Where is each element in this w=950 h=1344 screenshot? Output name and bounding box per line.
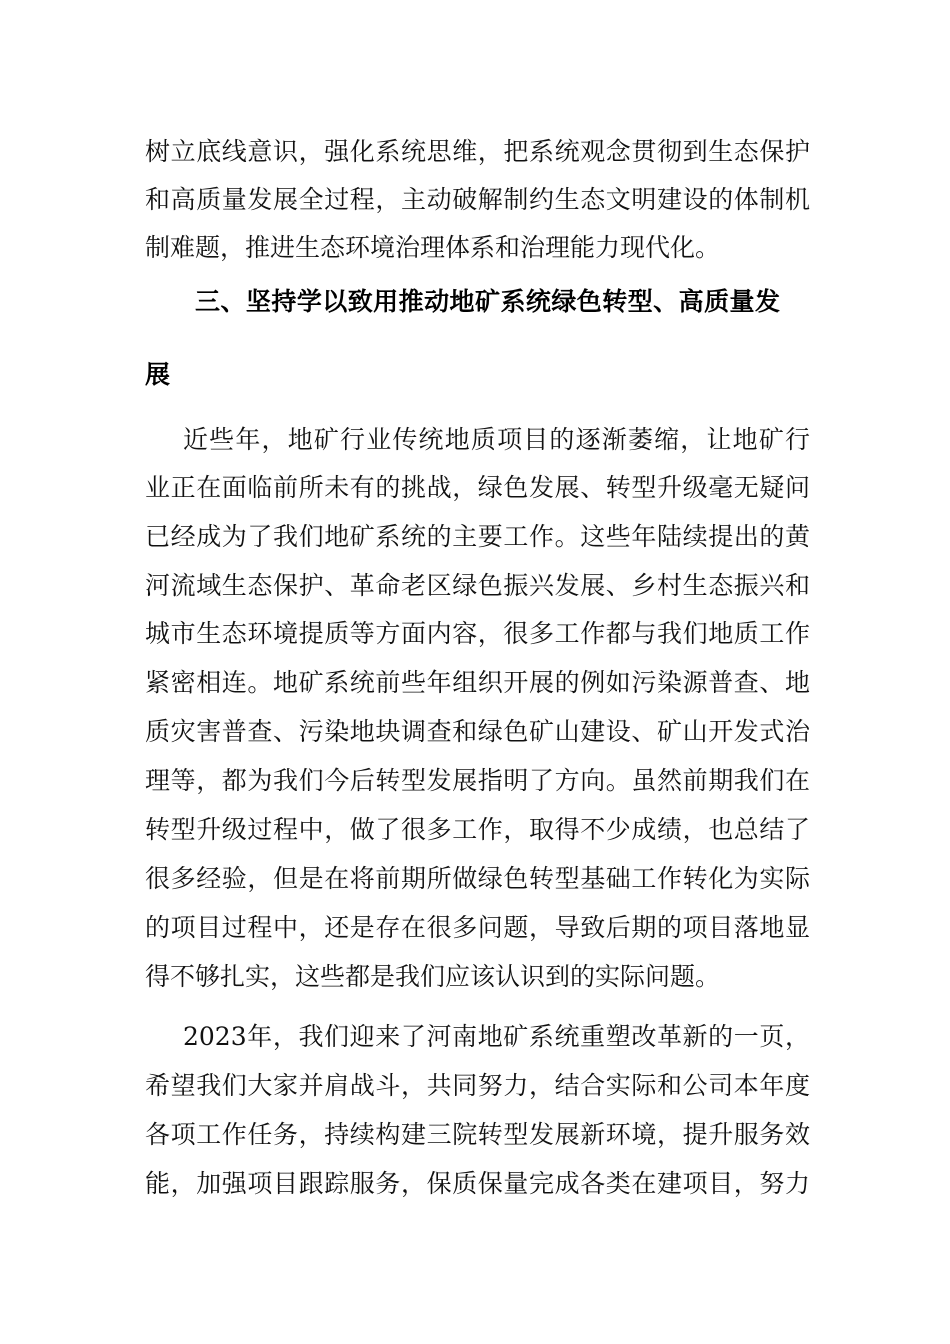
paragraph-1-line-3: 制难题，推进生态环境治理体系和治理能力现代化。 [145,233,721,262]
paragraph-2-line-5: 城市生态环境提质等方面内容，很多工作都与我们地质工作 [145,619,810,648]
paragraph-3-line-2: 希望我们大家并肩战斗，共同努力，结合实际和公司本年度 [145,1071,810,1100]
paragraph-2-line-1: 近些年，地矿行业传统地质项目的逐渐萎缩，让地矿行 [183,425,810,454]
section-heading-line-1: 三、坚持学以致用推动地矿系统绿色转型、高质量发 [195,287,780,316]
paragraph-1-line-2: 和高质量发展全过程，主动破解制约生态文明建设的体制机 [145,185,810,214]
paragraph-2-line-3: 已经成为了我们地矿系统的主要工作。这些年陆续提出的黄 [145,522,810,551]
paragraph-2-line-10: 很多经验，但是在将前期所做绿色转型基础工作转化为实际 [145,864,810,893]
paragraph-2-line-8: 理等，都为我们今后转型发展指明了方向。虽然前期我们在 [145,766,810,795]
paragraph-3-line-1: 2023年，我们迎来了河南地矿系统重塑改革新的一页， [183,1022,810,1051]
paragraph-3-line-4: 能，加强项目跟踪服务，保质保量完成各类在建项目，努力 [145,1169,810,1198]
paragraph-2-line-2: 业正在面临前所未有的挑战，绿色发展、转型升级毫无疑问 [145,473,810,502]
paragraph-2-line-9: 转型升级过程中，做了很多工作，取得不少成绩，也总结了 [145,815,810,844]
paragraph-1-line-1: 树立底线意识，强化系统思维，把系统观念贯彻到生态保护 [145,137,810,166]
paragraph-2-line-4: 河流域生态保护、革命老区绿色振兴发展、乡村生态振兴和 [145,571,810,600]
section-heading-line-2: 展 [145,360,171,389]
paragraph-3-line-3: 各项工作任务，持续构建三院转型发展新环境，提升服务效 [145,1120,810,1149]
paragraph-2-line-11: 的项目过程中，还是存在很多问题，导致后期的项目落地显 [145,913,810,942]
paragraph-2-line-6: 紧密相连。地矿系统前些年组织开展的例如污染源普查、地 [145,668,810,697]
paragraph-2-line-7: 质灾害普查、污染地块调查和绿色矿山建设、矿山开发式治 [145,717,810,746]
paragraph-2-line-12: 得不够扎实，这些都是我们应该认识到的实际问题。 [145,962,721,991]
